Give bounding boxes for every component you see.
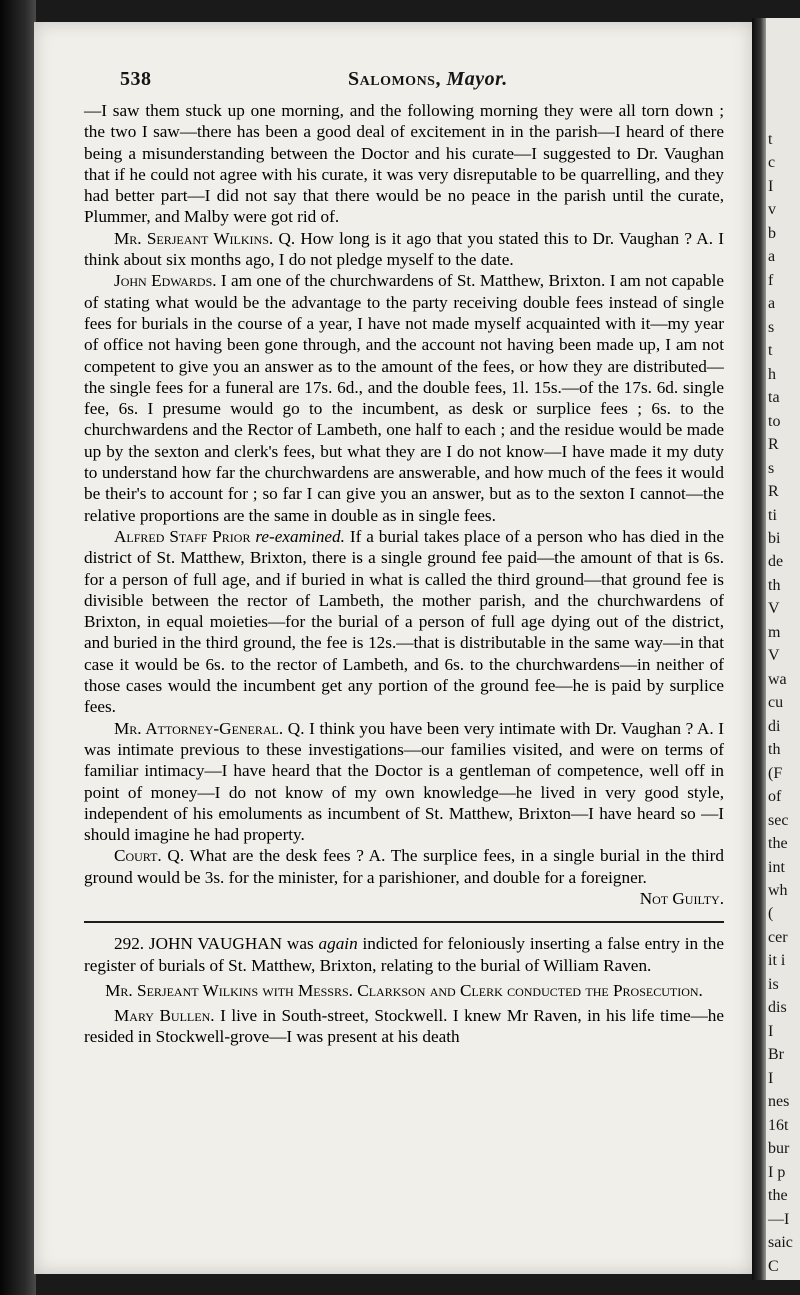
facing-page-fragment: a <box>768 295 776 312</box>
facing-page-fragment: s <box>768 319 775 336</box>
facing-page-fragment: to <box>768 413 781 430</box>
case-defendant: JOHN VAUGHAN <box>144 934 283 954</box>
paragraph-attorney-general <box>84 718 724 846</box>
facing-page-fragment: is <box>768 976 779 993</box>
running-head <box>348 68 508 91</box>
page-body <box>84 100 724 1048</box>
facing-page-fragment: R <box>768 436 779 453</box>
page-header <box>120 68 720 100</box>
testimony-text: I am one of the churchwardens of St. Matthew, Brixton. I am not capable of stating what would be the advantage to the party receiving double fees instead of single fees for burials in the course of a year, I have not made myself acquainted with it—my year of office not having been gone through, and the account not having been made up, I am not competent to give you an answer as to the amount of the fees, or how they are distributed—the single fees for a funeral are 17s. 6d., and the double fees, 1l. 15s.—of the 17s. 6d. single fee, 6s. I presume would go to the incumbent, as desk or surplice fees ; 6s. to the churchwardens and the Rector of Lambeth, one half to each ; and the residue would be made up by the sexton and clerk's fees, but what they are I do not know—I have made it my duty to understand how far the churchwardens are answerable, and how much of the fees it would be their's to account for ; so far I can give you an answer, but as to the sexton I cannot—the relative proportions are the same in double as in single fees. <box>84 271 724 525</box>
facing-page-fragment: de <box>768 553 784 570</box>
facing-page-fragment: wa <box>768 671 787 688</box>
paragraph-continuation: —I saw them stuck up one morning, and the following morning they were all torn down ; the two I saw—there has been a good deal of excitement in in the parish—I heard of there being a misunderstanding between the Doctor and his curate—I suggested to Dr. Vaughan that if he could not agree with his curate, it was very disreputable to be quarrelling, and they had better part—I did not say that there would be no peace in the parish until the curate, Plummer, and Malby were got rid of. <box>84 101 724 227</box>
facing-page-fragment: c <box>768 154 776 171</box>
case-text: indicted for feloniously inserting a false entry in the register of burials of St. Matthew, Brixton, relating to the burial of William Raven. <box>84 934 724 975</box>
facing-page-gutter <box>752 18 766 1280</box>
facing-page-fragment: V <box>768 600 780 617</box>
facing-page-fragment: h <box>768 366 776 383</box>
running-head-title: Mayor. <box>446 68 508 90</box>
paragraph-prior <box>84 526 724 718</box>
facing-page-fragment: dis <box>768 999 787 1016</box>
facing-page-fragment: bur <box>768 1140 790 1157</box>
paragraph-bullen <box>84 1005 724 1048</box>
facing-page-fragment: di <box>768 718 781 735</box>
facing-page-fragment: I p <box>768 1164 786 1181</box>
page-number: 538 <box>120 68 152 90</box>
facing-page-fragment: wh <box>768 882 788 899</box>
testimony-text: I live in South-street, Stockwell. I knew Mr Raven, in his life time—he resided in Stockwell-grove—I was present at his death <box>84 1006 724 1047</box>
facing-page-fragment: t <box>768 131 773 148</box>
case-again: again <box>318 934 358 954</box>
speaker-note: re-examined. <box>250 526 345 546</box>
speaker-name: Mary Bullen. <box>114 1006 215 1026</box>
case-number: 292. <box>114 934 145 954</box>
running-head-name: Salomons, <box>348 68 441 90</box>
testimony-text: Q. I think you have been very intimate with Dr. Vaughan ? A. I was intimate previous to these investigations—our families visited, and were on terms of familiar intimacy—I have heard that the Doctor is a gentleman of competence, well off in point of money—I do not know of my own knowledge—he lived in very good style, independent of his emoluments as incumbent of St. Matthew, Brixton—I have heard so —I should imagine he had property. <box>84 718 724 845</box>
facing-page-fragment: f <box>768 272 774 289</box>
case-heading <box>84 933 724 976</box>
facing-page-edge <box>752 18 800 1280</box>
facing-page-fragment: sec <box>768 812 789 829</box>
facing-page-fragment: nes <box>768 1093 790 1110</box>
facing-page-fragment: v <box>768 201 776 218</box>
facing-page-fragment: I <box>768 178 774 195</box>
book-gutter-left <box>0 0 36 1295</box>
facing-page-fragment: int <box>768 859 785 876</box>
facing-page-fragment: C <box>768 1258 779 1275</box>
verdict: Not Guilty. <box>639 888 724 908</box>
facing-page-fragment: the <box>768 835 788 852</box>
facing-page-fragment: th <box>768 741 781 758</box>
speaker-name: Alfred Staff Prior <box>114 526 251 546</box>
paragraph-edwards <box>84 270 724 526</box>
facing-page-fragment: a <box>768 248 776 265</box>
testimony-text: If a burial takes place of a person who has died in the district of St. Matthew, Brixton, there is a single ground fee paid—the amount of that is 6s. for a person of full age, and if buried in what is called the third ground—that ground fee is divisible between the rector of Lambeth, the mother parish, and the churchwardens of Brixton, in equal moieties—for the burial of a person of full age dying out of the district, and buried in the third ground, the fee is 12s.—that is distributable in the same way—in that case it would be 6s. to the rector of Lambeth, and 6s. to the churchwardens—in neither of those cases would the incumbent get any portion of the ground fee—he is paid by surplice fees. <box>84 526 724 717</box>
facing-page-fragment: I <box>768 1023 774 1040</box>
facing-page-fragment: t <box>768 342 773 359</box>
facing-page-fragment: (F <box>768 765 783 782</box>
speaker-name: Mr. Serjeant Wilkins. <box>114 228 274 248</box>
facing-page-fragment: cer <box>768 929 788 946</box>
facing-page-fragment: 16t <box>768 1117 789 1134</box>
facing-page-fragment: b <box>768 225 776 242</box>
facing-page-fragment: R <box>768 483 779 500</box>
testimony-text: Q. How long is it ago that you stated this to Dr. Vaughan ? A. I think about six months ago, I do not pledge myself to the date. <box>84 228 724 270</box>
section-rule <box>84 921 724 923</box>
facing-page-fragment: ti <box>768 507 777 524</box>
speaker-name: John Edwards. <box>114 271 217 291</box>
prosecution-note: Mr. Serjeant Wilkins with Messrs. Clarkson and Clerk conducted the Prosecution. <box>105 980 703 1000</box>
speaker-name: Court. <box>114 846 162 866</box>
facing-page-fragment: saic <box>768 1234 793 1251</box>
facing-page-fragment: I <box>768 1070 774 1087</box>
facing-page-fragment: the <box>768 1187 788 1204</box>
paragraph-wilkins <box>84 228 724 271</box>
facing-page-fragment: —I <box>768 1211 790 1228</box>
facing-page-fragment: cu <box>768 694 784 711</box>
case-text: was <box>282 934 319 954</box>
facing-page-fragment: th <box>768 577 781 594</box>
facing-page-fragment: ( <box>768 905 774 922</box>
facing-page-fragment: m <box>768 624 781 641</box>
facing-page-fragment: Br <box>768 1046 784 1063</box>
facing-page-fragment: bi <box>768 530 781 547</box>
facing-page-fragment: of <box>768 788 782 805</box>
facing-page-fragment: V <box>768 647 780 664</box>
paragraph-court <box>84 845 724 908</box>
facing-page-fragment: it i <box>768 952 786 969</box>
testimony-text: Q. What are the desk fees ? A. The surplice fees, in a single burial in the third ground would be 3s. for the minister, for a parishioner, and double for a foreigner. <box>84 846 724 887</box>
speaker-name: Mr. Attorney-General. <box>114 718 284 738</box>
facing-page-fragment: s <box>768 460 775 477</box>
facing-page-fragment: ta <box>768 389 780 406</box>
